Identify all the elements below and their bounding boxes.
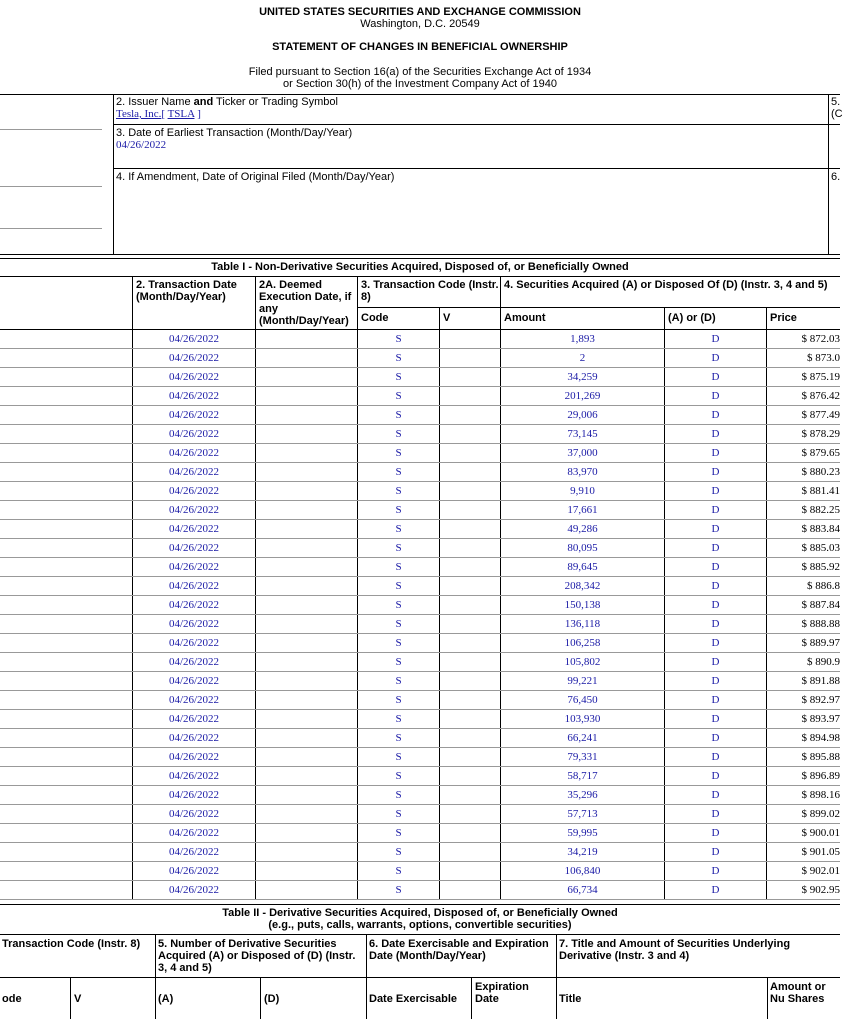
- row-transaction-code: S: [395, 637, 402, 649]
- table2-sub-a: (A): [158, 993, 174, 1005]
- row-separator: [0, 804, 840, 805]
- row-transaction-code: S: [395, 352, 402, 364]
- row-a-or-d: D: [711, 789, 720, 801]
- row-transaction-date: 04/26/2022: [168, 637, 220, 649]
- top-box-right-divider: [828, 94, 829, 254]
- filed-pursuant-line-2: or Section 30(h) of the Investment Company Act of 1940: [283, 78, 557, 90]
- row-transaction-date: 04/26/2022: [168, 333, 220, 345]
- row-a-or-d: D: [711, 428, 720, 440]
- row-price: $ 895.88: [801, 751, 840, 763]
- table1-sub-code: Code: [361, 312, 389, 324]
- row-transaction-code: S: [395, 770, 402, 782]
- row-transaction-date: 04/26/2022: [168, 694, 220, 706]
- row-transaction-date: 04/26/2022: [168, 789, 220, 801]
- table2-sub-d: (D): [264, 993, 280, 1005]
- row-a-or-d: D: [711, 656, 720, 668]
- row-amount: 66,241: [567, 732, 598, 744]
- table2-title: Table II - Derivative Securities Acquired, Disposed of, or Beneficially Owned: [222, 907, 618, 919]
- row-separator: [0, 690, 840, 691]
- row-separator: [0, 538, 840, 539]
- row-transaction-date: 04/26/2022: [168, 371, 220, 383]
- row-transaction-code: S: [395, 371, 402, 383]
- row-amount: 106,840: [564, 865, 601, 877]
- row-separator: [0, 576, 840, 577]
- row-a-or-d: D: [711, 523, 720, 535]
- row-amount: 150,138: [564, 599, 601, 611]
- row-amount: 34,259: [567, 371, 598, 383]
- row-transaction-date: 04/26/2022: [168, 485, 220, 497]
- row-price: $ 875.19: [801, 371, 840, 383]
- row-a-or-d: D: [711, 675, 720, 687]
- row-price: $ 898.16: [801, 789, 840, 801]
- row-a-or-d: D: [711, 713, 720, 725]
- row-transaction-date: 04/26/2022: [168, 504, 220, 516]
- row-transaction-date: 04/26/2022: [168, 846, 220, 858]
- row-separator: [0, 899, 840, 900]
- row-separator: [0, 728, 840, 729]
- row-a-or-d: D: [711, 504, 720, 516]
- row-transaction-code: S: [395, 751, 402, 763]
- issuer-name-value: Tesla, Inc.[ TSLA ]: [116, 108, 201, 120]
- row-amount: 105,802: [564, 656, 601, 668]
- row-price: $ 892.97: [801, 694, 840, 706]
- row-amount: 79,331: [567, 751, 598, 763]
- table2-col-date-exercisable: 6. Date Exercisable and Expiration Date (Month/Day/Year): [369, 938, 549, 962]
- row-a-or-d: D: [711, 333, 720, 345]
- row-amount: 103,930: [564, 713, 601, 725]
- relationship-label: 5.: [831, 96, 841, 108]
- row-amount: 29,006: [567, 409, 598, 421]
- row-transaction-code: S: [395, 390, 402, 402]
- table2-vline: [471, 977, 472, 1019]
- table1-top-border: [0, 258, 840, 259]
- row-amount: 201,269: [564, 390, 601, 402]
- row-price: $ 888.88: [801, 618, 840, 630]
- row-transaction-date: 04/26/2022: [168, 618, 220, 630]
- table2-top-border: [0, 904, 840, 905]
- row-transaction-date: 04/26/2022: [168, 409, 220, 421]
- row-transaction-date: 04/26/2022: [168, 675, 220, 687]
- row-a-or-d: D: [711, 485, 720, 497]
- row-transaction-code: S: [395, 884, 402, 896]
- row-separator: [0, 557, 840, 558]
- row-amount: 1,893: [570, 333, 595, 345]
- table1-header-bottom: [0, 329, 840, 330]
- row-amount: 208,342: [564, 580, 601, 592]
- row-transaction-code: S: [395, 409, 402, 421]
- table1-title: Table I - Non-Derivative Securities Acquired, Disposed of, or Beneficially Owned: [211, 261, 629, 273]
- row-amount: 57,713: [567, 808, 598, 820]
- row-separator: [0, 443, 840, 444]
- filed-pursuant-line-1: Filed pursuant to Section 16(a) of the Securities Exchange Act of 1934: [248, 66, 592, 78]
- row-transaction-code: S: [395, 485, 402, 497]
- top-box-bottom: [0, 254, 840, 255]
- row-price: $ 894.98: [801, 732, 840, 744]
- table2-sub-date-exercisable: Date Exercisable: [369, 993, 458, 1005]
- row-transaction-code: S: [395, 428, 402, 440]
- row-amount: 58,717: [567, 770, 598, 782]
- top-box-divider: [113, 94, 114, 254]
- table1-header-top: [0, 276, 840, 277]
- row-transaction-date: 04/26/2022: [168, 428, 220, 440]
- issuer-box-bottom: [113, 124, 840, 125]
- row-separator: [0, 500, 840, 501]
- row-transaction-code: S: [395, 580, 402, 592]
- row-transaction-date: 04/26/2022: [168, 542, 220, 554]
- row-transaction-date: 04/26/2022: [168, 656, 220, 668]
- row-transaction-date: 04/26/2022: [168, 580, 220, 592]
- row-transaction-date: 04/26/2022: [168, 713, 220, 725]
- ticker-link[interactable]: TSLA: [167, 108, 195, 120]
- row-price: $ 881.41: [801, 485, 840, 497]
- row-separator: [0, 823, 840, 824]
- row-separator: [0, 766, 840, 767]
- row-transaction-date: 04/26/2022: [168, 561, 220, 573]
- table2-header-top: [0, 934, 840, 935]
- row-transaction-code: S: [395, 523, 402, 535]
- row-transaction-code: S: [395, 827, 402, 839]
- row-price: $ 890.9: [807, 656, 840, 668]
- table2-col-number-derivative: 5. Number of Derivative Securities Acquired (A) or Disposed of (D) (Instr. 3, 4 and 5): [158, 938, 356, 974]
- reporting-person-line-1: [0, 129, 102, 130]
- row-separator: [0, 424, 840, 425]
- table2-sub-v: V: [74, 993, 82, 1005]
- earliest-transaction-value: 04/26/2022: [116, 139, 167, 151]
- row-transaction-code: S: [395, 713, 402, 725]
- row-transaction-code: S: [395, 675, 402, 687]
- row-price: $ 885.03: [801, 542, 840, 554]
- earliest-transaction-label: 3. Date of Earliest Transaction (Month/Day/Year): [116, 127, 353, 139]
- agency-name: UNITED STATES SECURITIES AND EXCHANGE COMMISSION: [259, 6, 581, 18]
- row-amount: 35,296: [567, 789, 598, 801]
- row-a-or-d: D: [711, 390, 720, 402]
- row-price: $ 876.42: [801, 390, 840, 402]
- row-price: $ 889.97: [801, 637, 840, 649]
- row-separator: [0, 633, 840, 634]
- row-a-or-d: D: [711, 808, 720, 820]
- row-separator: [0, 671, 840, 672]
- table1-subheader-rule: [357, 307, 840, 308]
- row-separator: [0, 747, 840, 748]
- issuer-name-label: 2. Issuer Name and Ticker or Trading Symbol: [116, 96, 338, 108]
- row-transaction-code: S: [395, 865, 402, 877]
- row-amount: 66,734: [567, 884, 598, 896]
- issuer-name-link[interactable]: Tesla, Inc.: [116, 108, 162, 120]
- row-transaction-date: 04/26/2022: [168, 390, 220, 402]
- row-transaction-code: S: [395, 599, 402, 611]
- row-a-or-d: D: [711, 352, 720, 364]
- row-transaction-date: 04/26/2022: [168, 447, 220, 459]
- row-a-or-d: D: [711, 732, 720, 744]
- row-transaction-date: 04/26/2022: [168, 466, 220, 478]
- row-separator: [0, 481, 840, 482]
- row-price: $ 872.03: [801, 333, 840, 345]
- row-price: $ 885.92: [801, 561, 840, 573]
- row-transaction-code: S: [395, 694, 402, 706]
- row-amount: 9,910: [570, 485, 595, 497]
- row-separator: [0, 709, 840, 710]
- row-separator: [0, 386, 840, 387]
- row-transaction-code: S: [395, 656, 402, 668]
- row-separator: [0, 652, 840, 653]
- row-a-or-d: D: [711, 447, 720, 459]
- row-separator: [0, 367, 840, 368]
- row-price: $ 873.0: [807, 352, 840, 364]
- row-separator: [0, 785, 840, 786]
- table2-sub-code: ode: [2, 993, 22, 1005]
- row-transaction-date: 04/26/2022: [168, 732, 220, 744]
- form-title: STATEMENT OF CHANGES IN BENEFICIAL OWNERSHIP: [272, 41, 568, 53]
- row-transaction-code: S: [395, 732, 402, 744]
- row-price: $ 883.84: [801, 523, 840, 535]
- row-price: $ 880.23: [801, 466, 840, 478]
- row-transaction-date: 04/26/2022: [168, 751, 220, 763]
- row-amount: 73,145: [567, 428, 598, 440]
- row-a-or-d: D: [711, 580, 720, 592]
- row-a-or-d: D: [711, 466, 720, 478]
- row-transaction-date: 04/26/2022: [168, 599, 220, 611]
- row-price: $ 899.02: [801, 808, 840, 820]
- row-price: $ 877.49: [801, 409, 840, 421]
- row-a-or-d: D: [711, 884, 720, 896]
- row-price: $ 882.25: [801, 504, 840, 516]
- row-price: $ 887.84: [801, 599, 840, 611]
- row-price: $ 900.01: [801, 827, 840, 839]
- row-a-or-d: D: [711, 770, 720, 782]
- row-price: $ 891.88: [801, 675, 840, 687]
- row-a-or-d: D: [711, 371, 720, 383]
- row-a-or-d: D: [711, 751, 720, 763]
- row-separator: [0, 595, 840, 596]
- row-price: $ 893.97: [801, 713, 840, 725]
- row-price: $ 878.29: [801, 428, 840, 440]
- row-amount: 83,970: [567, 466, 598, 478]
- row-amount: 17,661: [567, 504, 598, 516]
- row-transaction-code: S: [395, 504, 402, 516]
- table2-subheader-rule: [0, 977, 840, 978]
- row-price: $ 896.89: [801, 770, 840, 782]
- row-amount: 34,219: [567, 846, 598, 858]
- row-amount: 2: [579, 352, 586, 364]
- table1-col-transaction-date: 2. Transaction Date (Month/Day/Year): [136, 279, 237, 303]
- filing-type-label: 6.: [831, 171, 841, 183]
- row-separator: [0, 519, 840, 520]
- row-a-or-d: D: [711, 865, 720, 877]
- row-a-or-d: D: [711, 409, 720, 421]
- row-amount: 76,450: [567, 694, 598, 706]
- table2-sub-title: Title: [559, 993, 582, 1005]
- row-price: $ 901.05: [801, 846, 840, 858]
- date-box-bottom: [113, 168, 840, 169]
- table1-col-securities: 4. Securities Acquired (A) or Disposed Of (D) (Instr. 3, 4 and 5): [504, 279, 828, 291]
- row-separator: [0, 842, 840, 843]
- row-transaction-code: S: [395, 447, 402, 459]
- table1-sub-a-or-d: (A) or (D): [668, 312, 716, 324]
- row-amount: 80,095: [567, 542, 598, 554]
- row-a-or-d: D: [711, 694, 720, 706]
- row-a-or-d: D: [711, 846, 720, 858]
- row-a-or-d: D: [711, 561, 720, 573]
- table2-vline: [767, 977, 768, 1019]
- top-box-border: [0, 94, 840, 95]
- row-transaction-date: 04/26/2022: [168, 865, 220, 877]
- reporting-person-line-2: [0, 186, 102, 187]
- row-separator: [0, 405, 840, 406]
- row-amount: 37,000: [567, 447, 598, 459]
- row-transaction-code: S: [395, 618, 402, 630]
- row-transaction-code: S: [395, 542, 402, 554]
- row-a-or-d: D: [711, 637, 720, 649]
- row-price: $ 902.95: [801, 884, 840, 896]
- reporting-person-line-3: [0, 228, 102, 229]
- table1-sub-v: V: [443, 312, 451, 324]
- table1-column-divider: [766, 307, 767, 900]
- table1-sub-price: Price: [770, 312, 797, 324]
- row-transaction-date: 04/26/2022: [168, 884, 220, 896]
- row-separator: [0, 348, 840, 349]
- row-transaction-date: 04/26/2022: [168, 770, 220, 782]
- table2-col-title-amount: 7. Title and Amount of Securities Underlying Derivative (Instr. 3 and 4): [559, 938, 791, 962]
- row-separator: [0, 861, 840, 862]
- row-price: $ 886.8: [807, 580, 840, 592]
- row-a-or-d: D: [711, 827, 720, 839]
- row-amount: 49,286: [567, 523, 598, 535]
- table2-col-transaction-code: Transaction Code (Instr. 8): [2, 938, 141, 950]
- relationship-label-cont: (C: [831, 108, 843, 120]
- row-amount: 136,118: [564, 618, 601, 630]
- row-transaction-date: 04/26/2022: [168, 352, 220, 364]
- row-a-or-d: D: [711, 599, 720, 611]
- row-transaction-code: S: [395, 333, 402, 345]
- table1-column-divider: [439, 307, 440, 900]
- row-transaction-code: S: [395, 808, 402, 820]
- row-transaction-date: 04/26/2022: [168, 808, 220, 820]
- row-amount: 89,645: [567, 561, 598, 573]
- table1-col-deemed-date: 2A. Deemed Execution Date, if any (Month/Day/Year): [259, 279, 352, 327]
- table2-subtitle: (e.g., puts, calls, warrants, options, convertible securities): [268, 919, 572, 931]
- amendment-date-label: 4. If Amendment, Date of Original Filed (Month/Day/Year): [116, 171, 395, 183]
- row-transaction-code: S: [395, 561, 402, 573]
- row-separator: [0, 462, 840, 463]
- row-transaction-code: S: [395, 789, 402, 801]
- row-separator: [0, 880, 840, 881]
- row-transaction-code: S: [395, 466, 402, 478]
- row-price: $ 902.01: [801, 865, 840, 877]
- row-transaction-code: S: [395, 846, 402, 858]
- row-a-or-d: D: [711, 618, 720, 630]
- row-separator: [0, 614, 840, 615]
- row-amount: 99,221: [567, 675, 598, 687]
- row-transaction-date: 04/26/2022: [168, 523, 220, 535]
- row-transaction-date: 04/26/2022: [168, 827, 220, 839]
- agency-address: Washington, D.C. 20549: [360, 18, 480, 30]
- table2-vline: [260, 977, 261, 1019]
- row-amount: 59,995: [567, 827, 598, 839]
- table1-column-divider: [255, 276, 256, 900]
- row-price: $ 879.65: [801, 447, 840, 459]
- table1-sub-amount: Amount: [504, 312, 546, 324]
- row-amount: 106,258: [564, 637, 601, 649]
- row-a-or-d: D: [711, 542, 720, 554]
- table2-sub-amount-shares: Amount or Nu Shares: [770, 981, 826, 1005]
- table2-sub-expiration-date: Expiration Date: [475, 981, 529, 1005]
- table2-vline: [70, 977, 71, 1019]
- table1-col-transaction-code: 3. Transaction Code (Instr. 8): [361, 279, 499, 303]
